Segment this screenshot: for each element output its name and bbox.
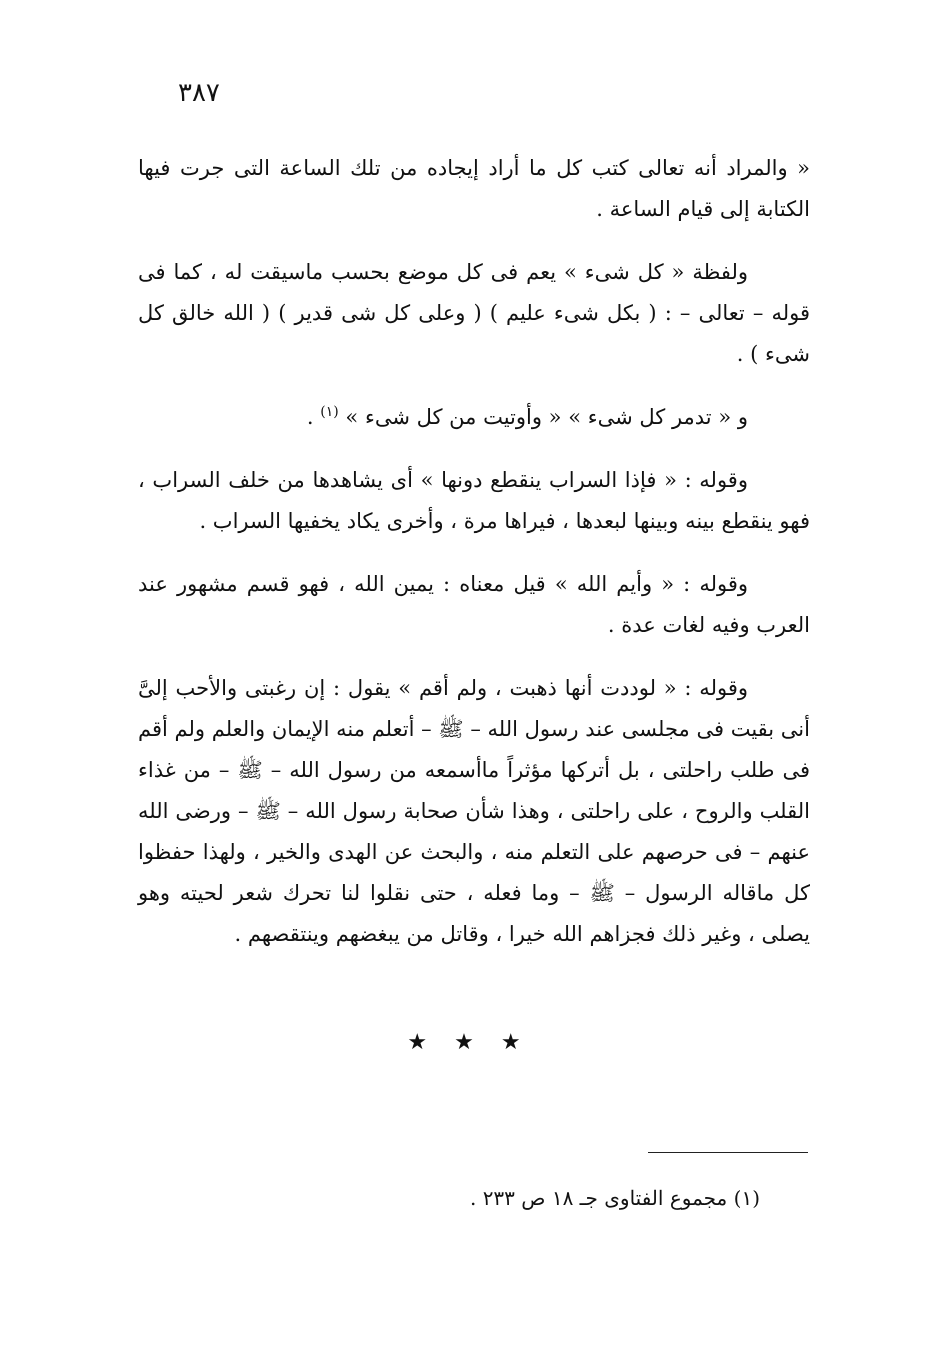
- main-text: [138, 148, 810, 977]
- paragraph-wadidtu: وقوله : « لوددت أنها ذهبت ، ولم أقم » يقول : إن رغبتى والأحب إلىَّ أنى بقيت فى مجلسى عند رسول الله – ﷺ – أتعلم منه الإيمان والعلم ولم أقم فى طلب راحلتى ، بل أتركها مؤثراً ماأسمعه من رسول الله – ﷺ – من غذاء القلب والروح ، على راحلتى ، وهذا شأن صحابة رسول الله – ﷺ – ورضى الله عنهم – فى حرصهم على التعلم منه ، والبحث عن الهدى والخير ، ولهذا حفظوا كل ماقاله الرسول – ﷺ – وما فعله ، حتى نقلوا لنا تحرك شعر لحيته وهو يصلى ، وغير ذلك فجزاهم الله خيرا ، وقاتل من يبغضهم وينتقصهم .: [138, 676, 810, 946]
- footnote: (١) مجموع الفتاوى جـ ١٨ ص ٢٣٣ .: [469, 1186, 760, 1210]
- footnote-divider: [648, 1152, 808, 1153]
- section-separator: ★ ★ ★: [407, 1030, 531, 1055]
- page-number: ٣٨٧: [178, 78, 220, 108]
- tudammir-end: .: [306, 405, 314, 429]
- paragraph-intro: « والمراد أنه تعالى كتب كل ما أراد إيجاده من تلك الساعة التى جرت فيها الكتابة إلى قيام الساعة .: [138, 156, 810, 221]
- paragraph-kull-shay: ولفظة « كل شىء » يعم فى كل موضع بحسب ماسيقت له ، كما فى قوله – تعالى – : ( بكل شىء عليم ) ( وعلى كل شى قدير ) ( الله خالق كل شىء ) .: [138, 260, 810, 366]
- paragraph-tudammir: [138, 397, 810, 438]
- tudammir-text: و « تدمر كل شىء » « وأوتيت من كل شىء »: [345, 405, 748, 429]
- footnote-reference: (١): [320, 404, 339, 420]
- paragraph-aym-allah: وقوله : « وأيم الله » قيل معناه : يمين الله ، فهو قسم مشهور عند العرب وفيه لغات عدة .: [138, 572, 810, 637]
- paragraph-sarab: وقوله : « فإذا السراب ينقطع دونها » أى يشاهدها من خلف السراب ، فهو ينقطع بينه وبينها لبعدها ، فيراها مرة ، وأخرى يكاد يخفيها السراب .: [138, 468, 810, 533]
